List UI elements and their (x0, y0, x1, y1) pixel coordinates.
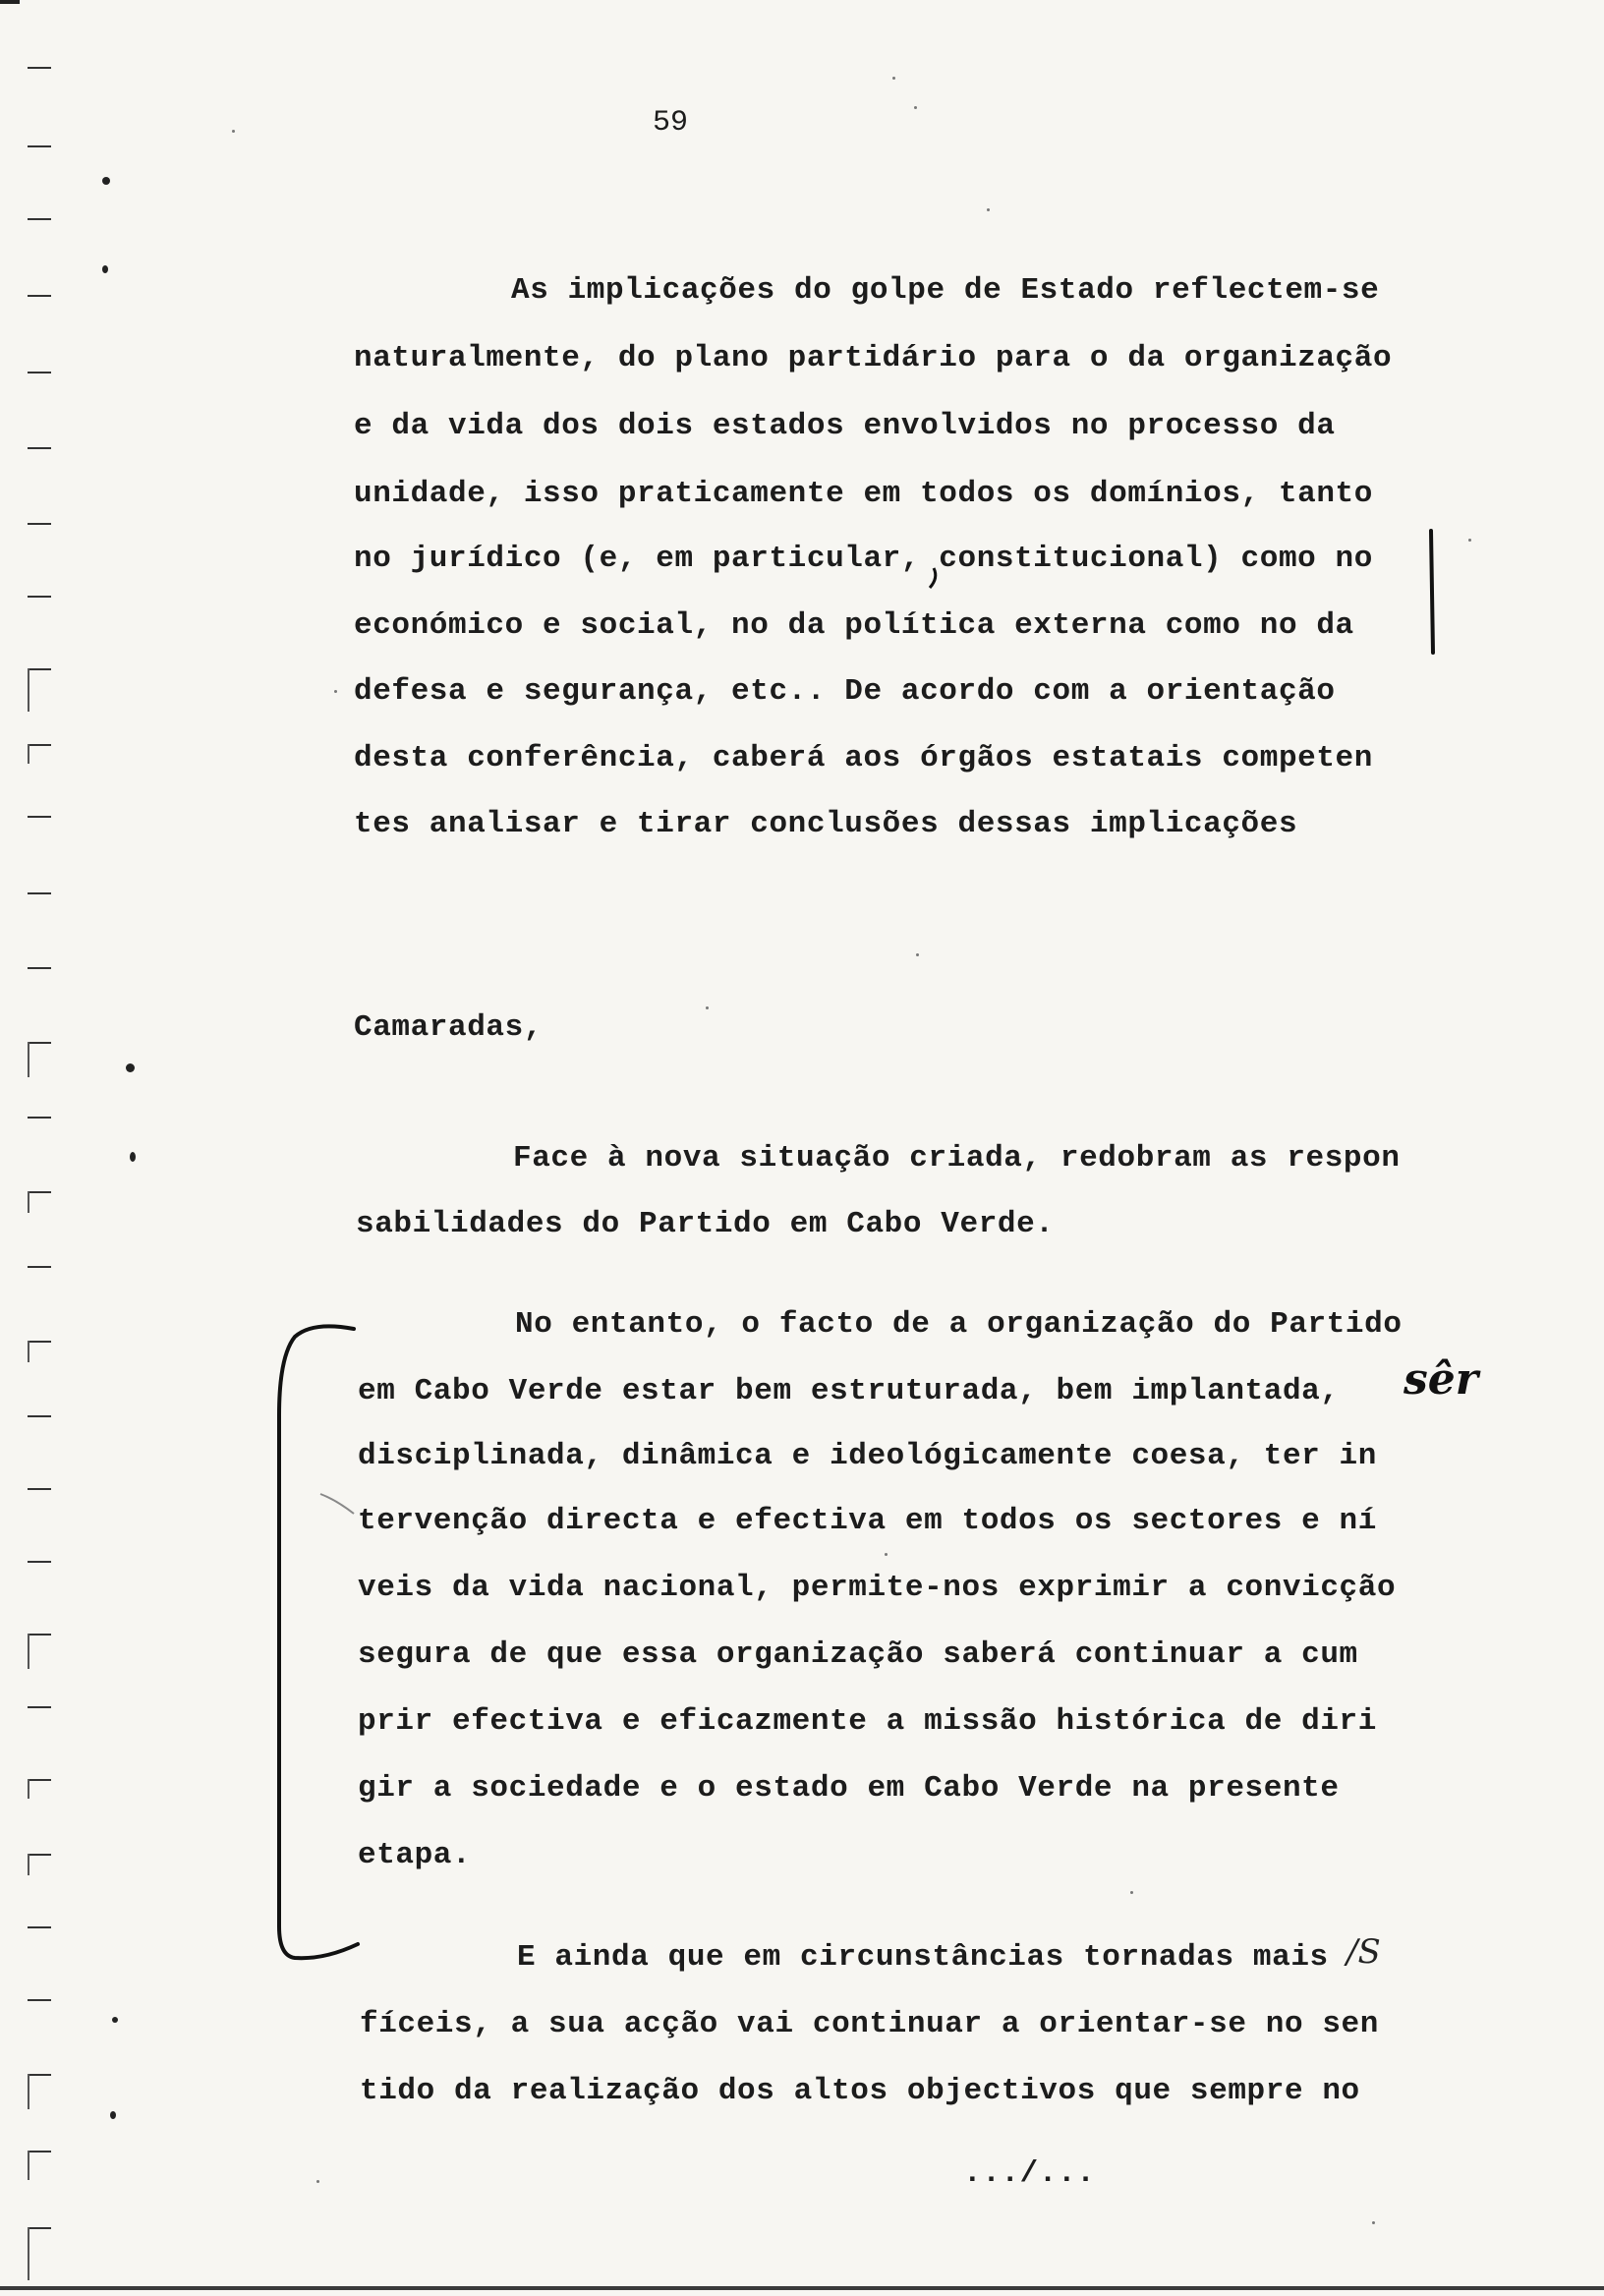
handwritten-annotation: sêr (1404, 1354, 1478, 1405)
paragraph-1-line: no jurídico (e, em particular, constitucional) como no (354, 542, 1373, 576)
paragraph-4-line: E ainda que em circunstâncias tornadas mais (517, 1940, 1329, 1975)
page-bottom-edge (0, 2286, 1604, 2290)
paragraph-4-line: tido da realização dos altos objectivos que sempre no (360, 2074, 1360, 2108)
margin-bar-mark (1431, 531, 1433, 653)
paragraph-3-line: prir efectiva e eficazmente a missão histórica de diri (358, 1704, 1377, 1739)
paragraph-2-line: sabilidades do Partido em Cabo Verde. (356, 1207, 1055, 1241)
comma-insertion-mark (930, 568, 936, 588)
paragraph-1-line: desta conferência, caberá aos órgãos estatais competen (354, 741, 1373, 775)
page-number: 59 (653, 106, 689, 140)
paragraph-1-line: económico e social, no da política externa como no da (354, 608, 1354, 643)
paragraph-1-line: As implicações do golpe de Estado reflectem-se (511, 273, 1380, 308)
handwritten-correction: /S (1346, 1932, 1381, 1972)
paragraph-3-line: veis da vida nacional, permite-nos exprimir a convicção (358, 1571, 1397, 1605)
salutation: Camaradas, (354, 1010, 544, 1045)
bracket-mark (279, 1326, 358, 1958)
paragraph-1-line: unidade, isso praticamente em todos os domínios, tanto (354, 477, 1373, 511)
paragraph-1-line: defesa e segurança, etc.. De acordo com a orientação (354, 674, 1336, 709)
paragraph-2-line: Face à nova situação criada, redobram as respon (513, 1141, 1401, 1176)
paragraph-1-line: e da vida dos dois estados envolvidos no processo da (354, 409, 1336, 443)
paragraph-3-line: No entanto, o facto de a organização do Partido (515, 1307, 1403, 1342)
paragraph-1-line: tes analisar e tirar conclusões dessas implicações (354, 807, 1298, 841)
continuation-mark: .../... (963, 2156, 1096, 2191)
paragraph-3-line: gir a sociedade e o estado em Cabo Verde na presente (358, 1771, 1340, 1806)
paragraph-3-line: etapa. (358, 1838, 472, 1872)
paragraph-3-line: segura de que essa organização saberá continuar a cum (358, 1637, 1358, 1672)
stroke-mark (320, 1494, 354, 1514)
paragraph-1-line: naturalmente, do plano partidário para o da organização (354, 341, 1393, 375)
paragraph-4-line: fíceis, a sua acção vai continuar a orientar-se no sen (360, 2007, 1379, 2041)
paragraph-3-line: em Cabo Verde estar bem estruturada, bem implantada, (358, 1374, 1340, 1408)
paragraph-3-line: disciplinada, dinâmica e ideológicamente coesa, ter in (358, 1439, 1377, 1473)
paragraph-3-line: tervenção directa e efectiva em todos os sectores e ní (358, 1504, 1377, 1538)
